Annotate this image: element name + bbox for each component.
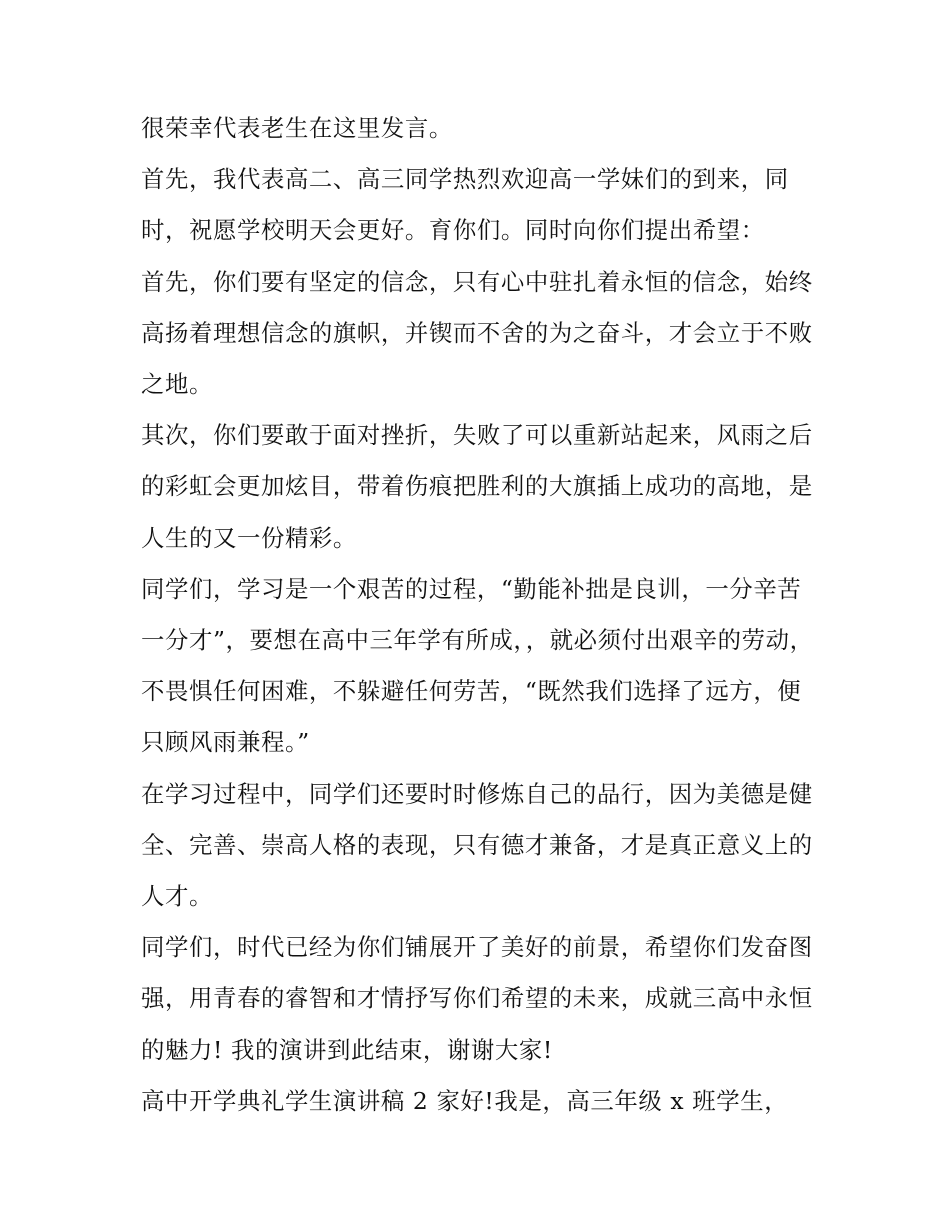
paragraph-5: 同学们，学习是一个艰苦的过程，“勤能补拙是良训，一分辛苦一分才”，要想在高中三年学有所成，，就必须付出艰辛的劳动，不畏惧任何困难，不躲避任何劳苦，“既然我们选择了远方，便只顾风雨兼程。” xyxy=(141,574,814,757)
paragraph-4: 其次，你们要敢于面对挫折，失败了可以重新站起来，风雨之后的彩虹会更加炫目，带着伤痕把胜利的大旗插上成功的高地，是人生的又一份精彩。 xyxy=(141,421,813,552)
document-body xyxy=(141,103,816,1127)
paragraph-7: 同学们，时代已经为你们铺展开了美好的前景，希望你们发奋图强，用青春的睿智和才情抒写你们希望的未来，成就三高中永恒的魅力! 我的演讲到此结束，谢谢大家! xyxy=(141,933,813,1064)
paragraph-1: 很荣幸代表老生在这里发言。 xyxy=(141,114,453,142)
paragraph-3: 首先，你们要有坚定的信念，只有心中驻扎着永恒的信念，始终高扬着理想信念的旗帜，并锲而不舍的为之奋斗，才会立于不败之地。 xyxy=(141,267,813,399)
paragraph-6: 在学习过程中，同学们还要时时修炼自己的品行，因为美德是健全、完善、崇高人格的表现，只有德才兼备，才是真正意义上的人才。 xyxy=(141,779,813,911)
paragraph-2: 首先，我代表高二、高三同学热烈欢迎高一学妹们的到来，同时，祝愿学校明天会更好。育你们。同时向你们提出希望： xyxy=(141,165,789,245)
paragraph-8: 高中开学典礼学生演讲稿 2 家好!我是，高三年级 x 班学生， xyxy=(141,1086,789,1115)
